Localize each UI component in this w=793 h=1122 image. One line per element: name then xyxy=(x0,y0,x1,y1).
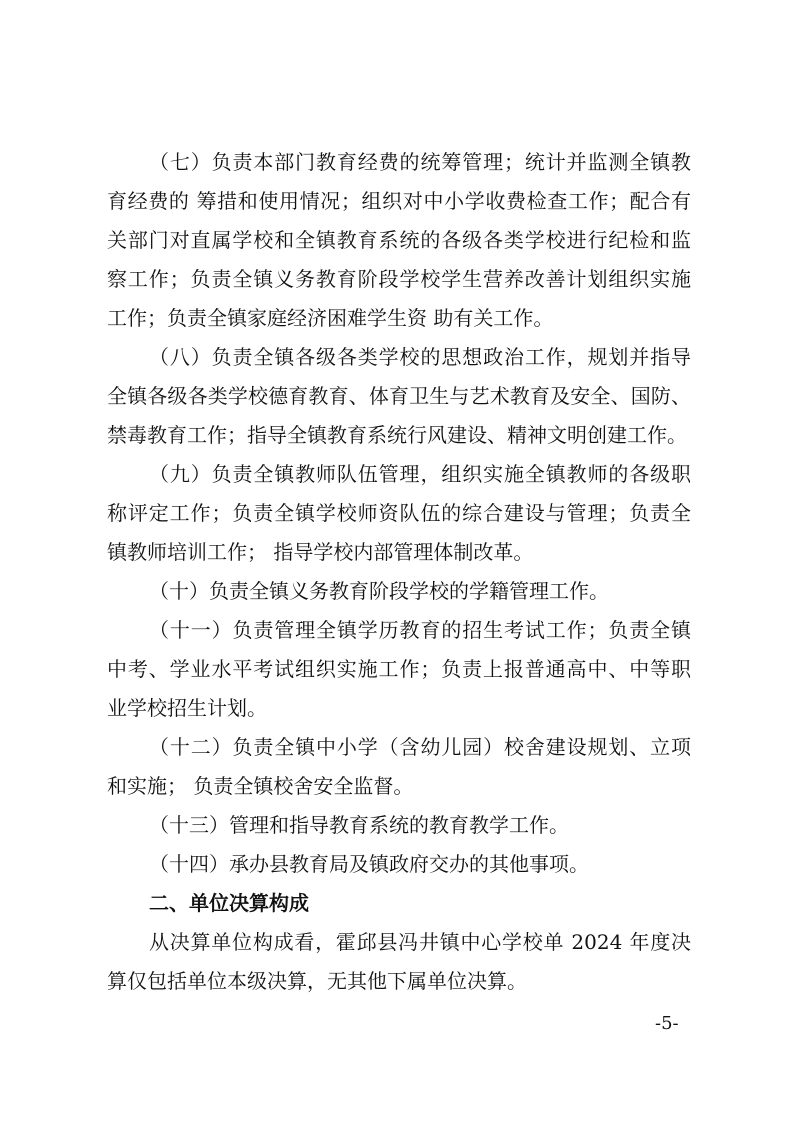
text-line: 工作；负责全镇家庭经济困难学生资 助有关工作。 xyxy=(107,306,554,330)
section-heading xyxy=(107,884,691,923)
text-line: （十四）承办县教育局及镇政府交办的其他事项。 xyxy=(149,852,589,876)
paragraph xyxy=(107,806,691,845)
text-line: 禁毒教育工作；指导全镇教育系统行风建设、精神文明创建工作。 xyxy=(107,423,687,447)
text-line: 二、单位决算构成 xyxy=(149,891,309,915)
text-line: （八）负责全镇各级各类学校的思想政治工作，规划并指导 xyxy=(149,345,691,369)
text-line: 察工作；负责全镇义务教育阶段学校学生营养改善计划组织实施 xyxy=(107,267,691,291)
text-line: 镇教师培训工作； 指导学校内部管理体制改革。 xyxy=(107,540,534,564)
text-line: 从决算单位构成看，霍邱县冯井镇中心学校单 2024 年度决 xyxy=(149,930,691,954)
text-line: （十一）负责管理全镇学历教育的招生考试工作；负责全镇 xyxy=(149,618,691,642)
text-line: （十三）管理和指导教育系统的教育教学工作。 xyxy=(149,813,569,837)
paragraph xyxy=(107,923,691,1001)
paragraph xyxy=(107,455,691,572)
paragraph xyxy=(107,611,691,728)
paragraph xyxy=(107,845,691,884)
text-line: 算仅包括单位本级决算，无其他下属单位决算。 xyxy=(107,969,527,993)
text-line: 中考、学业水平考试组织实施工作；负责上报普通高中、中等职 xyxy=(107,657,691,681)
paragraph xyxy=(107,728,691,806)
text-line: 业学校招生计划。 xyxy=(107,696,267,720)
page-number: -5- xyxy=(655,1013,679,1034)
text-line: 育经费的 筹措和使用情况；组织对中小学收费检查工作；配合有 xyxy=(107,189,691,213)
paragraph xyxy=(107,338,691,455)
document-body xyxy=(107,143,691,1001)
text-line: （十二）负责全镇中小学（含幼儿园）校舍建设规划、立项 xyxy=(149,735,691,759)
text-line: 称评定工作；负责全镇学校师资队伍的综合建设与管理；负责全 xyxy=(107,501,691,525)
paragraph xyxy=(107,143,691,338)
text-line: 和实施； 负责全镇校舍安全监督。 xyxy=(107,774,414,798)
text-line: （九）负责全镇教师队伍管理，组织实施全镇教师的各级职 xyxy=(149,462,691,486)
text-line: （七）负责本部门教育经费的统筹管理；统计并监测全镇教 xyxy=(149,150,691,174)
text-line: 全镇各级各类学校德育教育、体育卫生与艺术教育及安全、国防、 xyxy=(107,384,691,408)
text-line: 关部门对直属学校和全镇教育系统的各级各类学校进行纪检和监 xyxy=(107,228,691,252)
paragraph xyxy=(107,572,691,611)
text-line: （十）负责全镇义务教育阶段学校的学籍管理工作。 xyxy=(149,579,609,603)
